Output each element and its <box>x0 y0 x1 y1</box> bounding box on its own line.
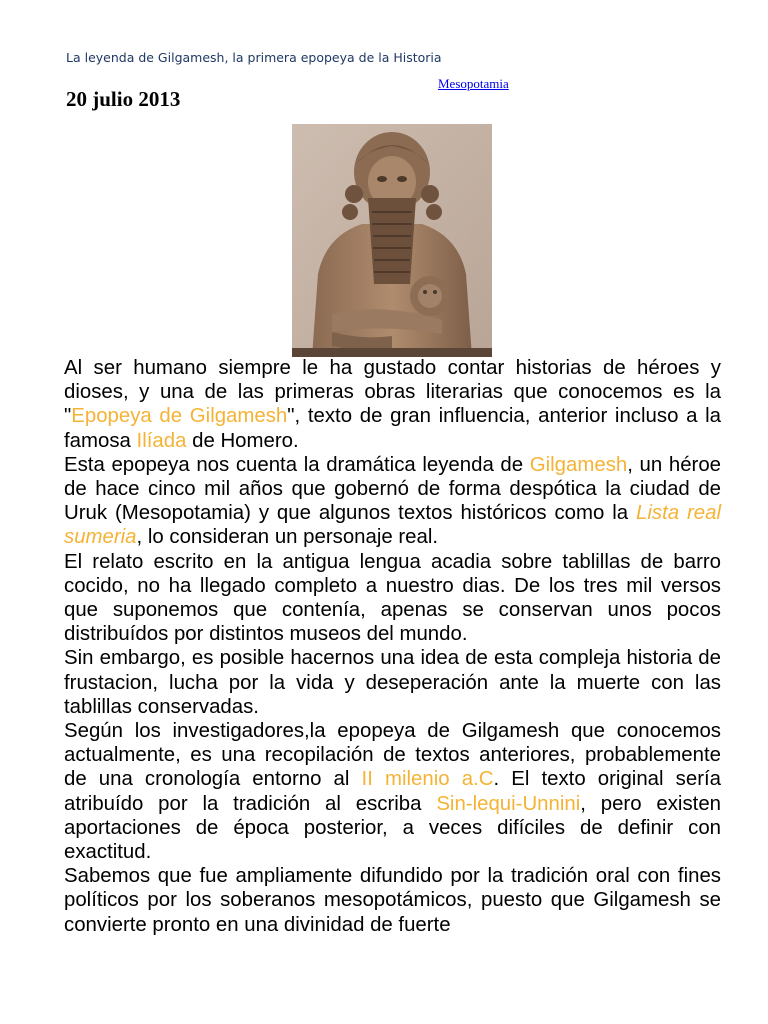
paragraph: Al ser humano siempre le ha gustado contar historias de héroes y dioses, y una de las primeras obras literarias que conocemos es la "Epopeya de Gilgamesh", texto de gran influencia, anterior incluso a la famosa Ilíada de Homero. <box>64 357 721 452</box>
paragraph: Sin embargo, es posible hacernos una idea de esta compleja historia de frustacion, lucha por la vida y deseperación ante la muerte con las tablillas conservadas. <box>64 647 721 718</box>
post-date: 20 julio 2013 <box>66 87 181 111</box>
link-iliada[interactable]: Ilíada <box>136 429 187 452</box>
article-body <box>64 356 721 937</box>
link-ii-milenio[interactable]: II milenio a.C <box>361 768 494 791</box>
link-epopeya-de-gilgamesh[interactable]: Epopeya de Gilgamesh <box>71 405 288 428</box>
paragraph: Según los investigadores,la epopeya de Gilgamesh que conocemos actualmente, es una recopilación de textos anteriores, probablemente de una cronología entorno al II milenio a.C. El texto original sería atribuído por la tradición al escriba Sin-lequi-Unnini, pero existen aportaciones de época posterior, a veces difíciles de definir con exactitud. <box>64 720 721 864</box>
link-lista-real-sumeria[interactable]: Lista real sumeria <box>64 502 722 549</box>
gilgamesh-relief-image <box>292 124 492 357</box>
paragraph: El relato escrito en la antigua lengua acadia sobre tablillas de barro cocido, no ha llegado completo a nuestro dias. De los tres mil versos que suponemos que contenía, apenas se conservan unos pocos distribuídos por distintos museos del mundo. <box>64 550 721 646</box>
category-link[interactable]: Mesopotamia <box>438 76 509 91</box>
link-gilgamesh[interactable]: Gilgamesh <box>529 453 628 476</box>
paragraph: Sabemos que fue ampliamente difundido por la tradición oral con fines políticos por los soberanos mesopotámicos, puesto que Gilgamesh se convierte pronto en una divinidad de fuerte <box>64 865 721 936</box>
paragraph: Esta epopeya nos cuenta la dramática leyenda de Gilgamesh, un héroe de hace cinco mil años que gobernó de forma despótica la ciudad de Uruk (Mesopotamia) y que algunos textos históricos como la Lista real sumeria, lo consideran un personaje real. <box>64 453 722 549</box>
gilgamesh-relief-illustration <box>292 124 492 357</box>
link-sin-lequi-unnini[interactable]: Sin-lequi-Unnini <box>436 792 581 815</box>
document-title: La leyenda de Gilgamesh, la primera epopeya de la Historia <box>66 50 442 65</box>
